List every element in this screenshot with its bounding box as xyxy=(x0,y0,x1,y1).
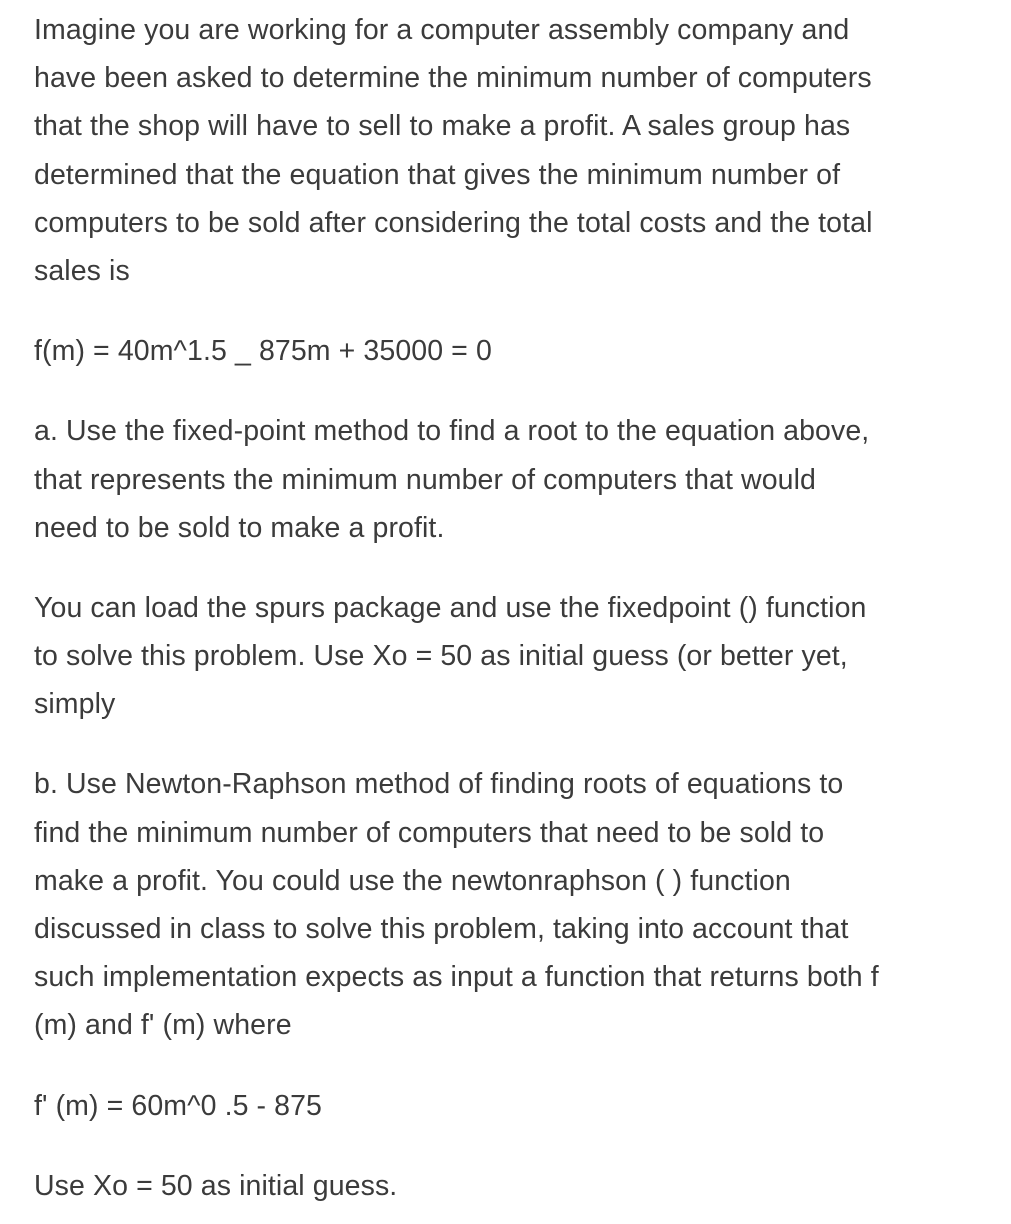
derivative-paragraph xyxy=(34,1082,1004,1130)
paragraph-gap xyxy=(34,1050,1004,1082)
text-line: (m) and f' (m) where xyxy=(34,1009,292,1042)
paragraph-gap xyxy=(34,375,1004,407)
intro-paragraph xyxy=(34,6,1004,295)
part-a-paragraph xyxy=(34,407,1004,552)
text-line: to solve this problem. Use Xo = 50 as initial guess (or better yet, xyxy=(34,640,848,673)
text-line: Use Xo = 50 as initial guess. xyxy=(34,1169,398,1202)
initial-guess-paragraph xyxy=(34,1162,1004,1210)
hint-a-paragraph xyxy=(34,584,1004,729)
part-b-paragraph xyxy=(34,760,1004,1049)
text-line: find the minimum number of computers that need to be sold to xyxy=(34,816,825,849)
text-line: You can load the spurs package and use the fixedpoint () function xyxy=(34,591,867,624)
document-body xyxy=(34,6,1004,1210)
text-line: such implementation expects as input a function that returns both f xyxy=(34,961,879,994)
text-line: need to be sold to make a profit. xyxy=(34,511,445,544)
text-line: discussed in class to solve this problem, taking into account that xyxy=(34,913,849,945)
text-line: make a profit. You could use the newtonraphson ( ) function xyxy=(34,864,791,897)
text-line: computers to be sold after considering the total costs and the total xyxy=(34,206,873,239)
equation-line: f' (m) = 60m^0 .5 - 875 xyxy=(34,1089,323,1122)
paragraph-gap xyxy=(34,295,1004,327)
paragraph-gap xyxy=(34,1130,1004,1162)
text-line: that represents the minimum number of computers that would xyxy=(34,463,816,496)
text-line: sales is xyxy=(34,254,130,287)
text-line: determined that the equation that gives the minimum number of xyxy=(34,158,841,191)
equation-paragraph xyxy=(34,327,1004,375)
text-line: simply xyxy=(34,688,116,721)
text-line: a. Use the fixed-point method to find a root to the equation above, xyxy=(34,415,870,448)
text-line: that the shop will have to sell to make a profit. A sales group has xyxy=(34,110,851,143)
text-line: Imagine you are working for a computer assembly company and xyxy=(34,14,850,46)
equation-line: f(m) = 40m^1.5 _ 875m + 35000 = 0 xyxy=(34,335,492,368)
paragraph-gap xyxy=(34,728,1004,760)
text-line: have been asked to determine the minimum number of computers xyxy=(34,62,872,95)
paragraph-gap xyxy=(34,552,1004,584)
text-line: b. Use Newton-Raphson method of finding roots of equations to xyxy=(34,768,844,801)
